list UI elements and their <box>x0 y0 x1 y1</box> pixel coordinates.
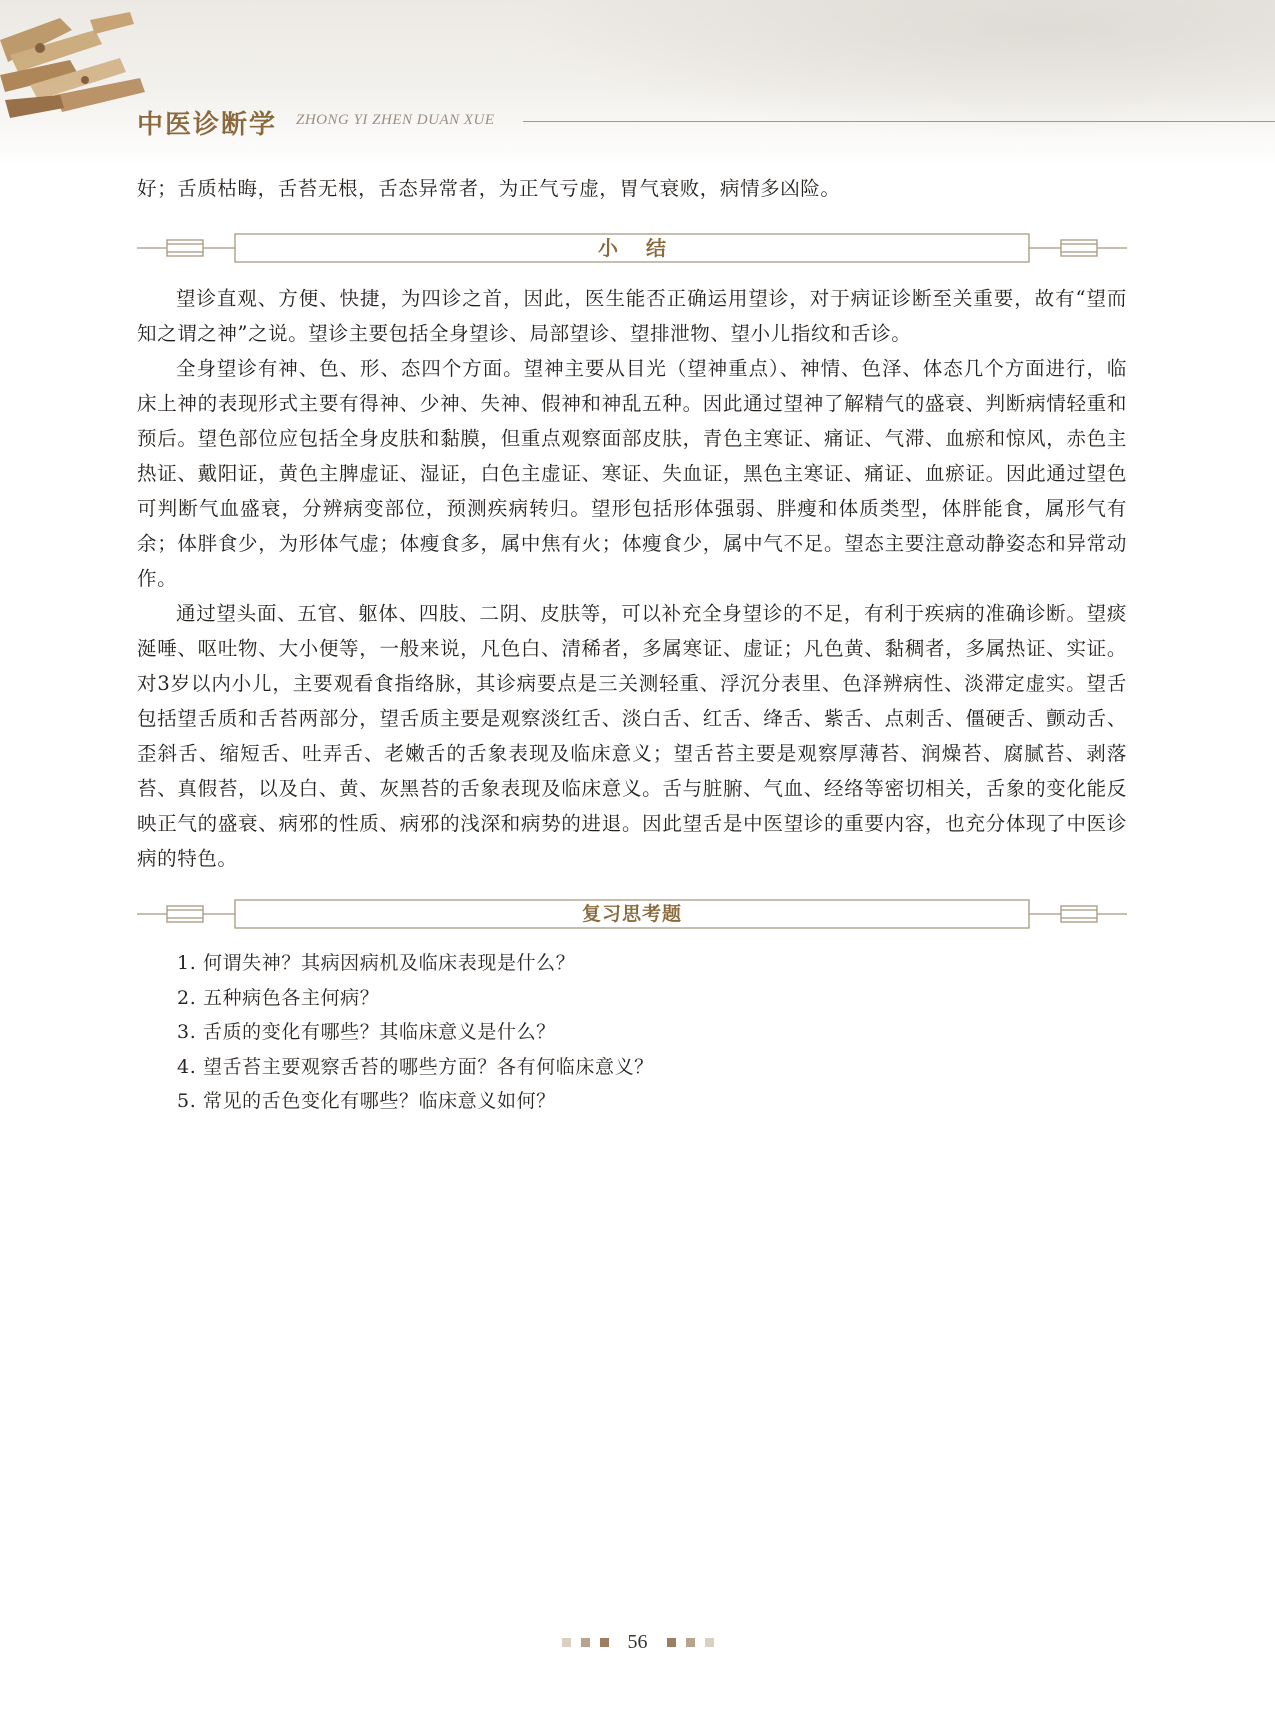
review-question: 1. 何谓失神？其病因病机及临床表现是什么？ <box>177 952 576 974</box>
review-question: 3. 舌质的变化有哪些？其临床意义是什么？ <box>177 1021 556 1043</box>
footer-dot <box>562 1638 571 1647</box>
footer-dot <box>686 1638 695 1647</box>
footer-dot <box>581 1638 590 1647</box>
review-question: 2. 五种病色各主何病？ <box>177 986 380 1009</box>
summary-paragraph: 全身望诊有神、色、形、态四个方面。望神主要从目光（望神重点）、神情、色泽、体态几个方面进行，临床上神的表现形式主要有得神、少神、失神、假神和神乱五种。因此通过望神了解精气的盛衰、判断病情轻重和预后。望色部位应包括全身皮肤和黏膜，但重点观察面部皮肤，青色主寒证、痛证、气滞、血瘀和惊风，赤色主热证、戴阳证，黄色主脾虚证、湿证，白色主虚证、寒证、失血证，黑色主寒证、痛证、血瘀证。因此通过望色可判断气血盛衰，分辨病变部位，预测疾病转归。望形包括形体强弱、胖瘦和体质类型，体胖能食，属形气有余；体胖食少，为形体气虚；体瘦食多，属中焦有火；体瘦食少，属中气不足。望态主要注意动静姿态和异常动作。 <box>137 357 1127 590</box>
continuation-paragraph: 好；舌质枯晦，舌苔无根，舌态异常者，为正气亏虚，胃气衰败，病情多凶险。 <box>137 177 841 200</box>
book-subtitle: ZHONG YI ZHEN DUAN XUE <box>296 112 495 128</box>
herb-slices-image <box>0 0 160 130</box>
footer-dot <box>667 1638 676 1647</box>
review-section-banner <box>137 897 1127 931</box>
summary-paragraph: 望诊直观、方便、快捷，为四诊之首，因此，医生能否正确运用望诊，对于病证诊断至关重要，故有“望而知之谓之神”之说。望诊主要包括全身望诊、局部望诊、望排泄物、望小儿指纹和舌诊。 <box>137 287 1127 345</box>
summary-paragraph: 通过望头面、五官、躯体、四肢、二阴、皮肤等，可以补充全身望诊的不足，有利于疾病的准确诊断。望痰涎唾、呕吐物、大小便等，一般来说，凡色白、清稀者，多属寒证、虚证；凡色黄、黏稠者，多属热证、实证。对3岁以内小儿，主要观看食指络脉，其诊病要点是三关测轻重、浮沉分表里、色泽辨病性、淡滞定虚实。望舌包括望舌质和舌苔两部分，望舌质主要是观察淡红舌、淡白舌、红舌、绛舌、紫舌、点刺舌、僵硬舌、颤动舌、歪斜舌、缩短舌、吐弄舌、老嫩舌的舌象表现及临床意义；望舌苔主要是观察厚薄苔、润燥苔、腐腻苔、剥落苔、真假苔，以及白、黄、灰黑苔的舌象表现及临床意义。舌与脏腑、气血、经络等密切相关，舌象的变化能反映正气的盛衰、病邪的性质、病邪的浅深和病势的进退。因此望舌是中医望诊的重要内容，也充分体现了中医诊病的特色。 <box>137 602 1127 870</box>
footer-dot <box>705 1638 714 1647</box>
summary-body <box>137 281 1127 876</box>
summary-section-banner <box>137 231 1127 265</box>
review-question: 5. 常见的舌色变化有哪些？临床意义如何？ <box>177 1090 556 1112</box>
header-rule <box>523 121 1275 122</box>
footer-dot <box>600 1638 609 1647</box>
review-section-title: 复习思考题 <box>581 903 682 925</box>
review-question-list <box>177 946 654 1119</box>
page-number: 56 <box>627 1630 648 1653</box>
book-title: 中医诊断学 <box>137 110 278 140</box>
review-question: 4. 望舌苔主要观察舌苔的哪些方面？各有何临床意义？ <box>177 1055 654 1078</box>
summary-section-title: 小结 <box>598 236 694 260</box>
page-footer <box>0 1630 1275 1654</box>
